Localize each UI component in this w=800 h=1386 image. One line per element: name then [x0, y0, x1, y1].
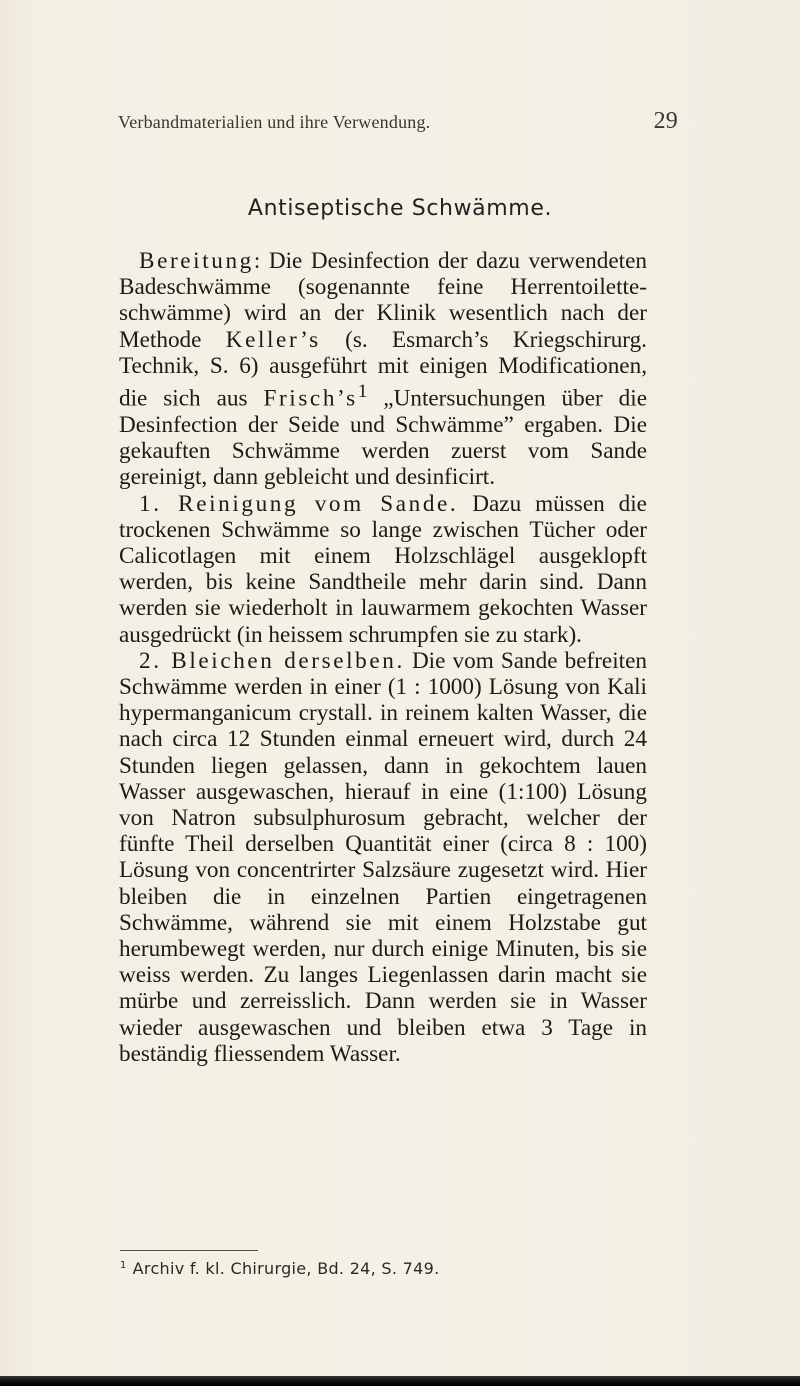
footnote-mark: 1 [120, 1259, 127, 1271]
paragraph-lead: 2. Bleichen derselben. [139, 647, 405, 674]
running-title: Verbandmaterialien und ihre Verwendung. [118, 112, 431, 132]
footnote [120, 1259, 439, 1278]
paragraph-lead: Bereitung [139, 248, 254, 274]
paragraph-text: Die vom Sande befreiten Schwämme werden in einer (1 : 1000) Lösung von Kali hypermanganicum crystall. in reinem kalten Wasser, die nach circa 12 Stunden einmal erneuert wird, durch 24 Stunden liegen gelassen, dann in gekochtem lauen Wasser ausgewaschen, hierauf in eine (1:100) Lösung von Natron subsulphurosum gebracht, welcher der fünfte Theil derselben Quantität einer (circa 8 : 100) Lösung von concentrirter Salzsäure zugesetzt wird. Hier bleiben die in einzelnen Partien eingetragenen Schwämme, während sie mit einem Holzstabe gut herumbewegt werden, nur durch einige Minuten, bis sie weiss werden. Zu langes Liegenlassen darin macht sie mürbe und zerreisslich. Dann werden sie in Wasser wieder ausgewaschen und bleiben etwa 3 Tage in beständig fliessendem Wasser. [119, 647, 647, 1067]
paragraph-preparation [119, 248, 647, 491]
body-text [119, 248, 647, 1067]
paragraph-cleaning [119, 491, 647, 648]
author-name: Frisch’s [263, 385, 358, 412]
paragraph-text: Dazu müssen die trockenen Schwämme so lange zwischen Tücher oder Calicotlagen mit einem Holzschlägel ausgeklopft werden, bis keine Sandtheile mehr darin sind. Dann werden sie wiederholt in lauwarmem gekochten Wasser ausgedrückt (in heissem schrumpfen sie zu stark). [119, 490, 647, 648]
paragraph-bleaching [119, 648, 647, 1067]
page-number: 29 [653, 108, 678, 134]
paragraph-text: : Die Desinfection der dazu verwendeten Badeschwämme (sogenannte feine Herrentoiletteschwämme) wird an der Klinik wesentlich nach der Methode [119, 248, 647, 353]
paragraph-lead: 1. Reinigung vom Sande. [139, 490, 459, 517]
footnote-divider [120, 1250, 258, 1251]
running-header [118, 108, 678, 136]
section-title: Antiseptische Schwämme. [247, 196, 553, 221]
paragraph-text: (s. Esmarch’s Kriegschirurg. Technik, S. 6) ausgeführt mit einigen Modificationen, die sich aus [119, 326, 647, 412]
paragraph-text: „Untersuchungen über die Desinfection der Seide und Schwämme” ergaben. Die gekauften Schwämme werden zuerst vom Sande gereinigt, dann gebleicht und desinficirt. [119, 385, 647, 491]
page-bottom-edge [0, 1376, 800, 1386]
author-name: Keller’s [225, 326, 321, 353]
footnote-text: Archiv f. kl. Chirurgie, Bd. 24, S. 749. [132, 1259, 440, 1278]
footnote-reference: 1 [357, 381, 368, 403]
